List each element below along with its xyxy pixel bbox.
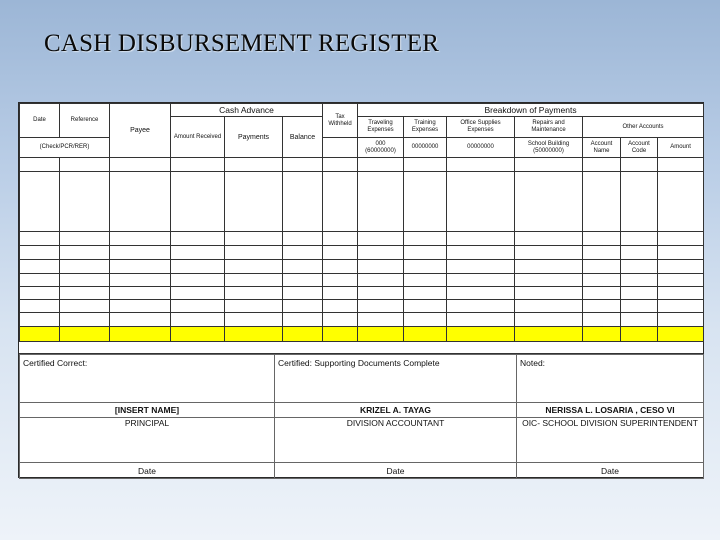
breakdown-header: Breakdown of Payments xyxy=(358,104,704,117)
table-cell xyxy=(404,287,447,300)
table-cell xyxy=(515,274,583,287)
table-cell xyxy=(404,274,447,287)
table-cell xyxy=(283,232,323,246)
table-cell xyxy=(60,300,110,313)
table-row xyxy=(20,246,704,260)
signatory-date-principal: Date xyxy=(20,463,275,479)
table-cell xyxy=(358,246,404,260)
table-cell xyxy=(447,246,515,260)
table-cell xyxy=(447,260,515,274)
table-cell xyxy=(447,313,515,327)
table-row xyxy=(20,274,704,287)
table-cell xyxy=(283,313,323,327)
table-cell xyxy=(583,246,621,260)
table-row xyxy=(20,232,704,246)
table-cell xyxy=(110,287,171,300)
table-cell xyxy=(283,287,323,300)
highlighted-total-row xyxy=(20,327,704,342)
signatory-name-accountant: KRIZEL A. TAYAG xyxy=(275,403,517,418)
table-cell xyxy=(621,327,658,342)
other-accounts-header: Other Accounts xyxy=(583,117,704,138)
traveling-code-line1: 000 xyxy=(375,140,386,147)
table-cell xyxy=(358,274,404,287)
table-row xyxy=(20,300,704,313)
table-cell xyxy=(323,172,358,232)
table-cell xyxy=(658,300,704,313)
table-cell xyxy=(658,172,704,232)
account-code-header: Account Code xyxy=(621,138,658,158)
table-cell xyxy=(225,246,283,260)
training-code: 00000000 xyxy=(404,138,447,158)
register-table xyxy=(19,103,704,342)
col-amount-received-header: Amount Received xyxy=(171,117,225,158)
account-name-header: Account Name xyxy=(583,138,621,158)
signatory-date-accountant: Date xyxy=(275,463,517,479)
table-cell xyxy=(404,313,447,327)
table-cell xyxy=(171,232,225,246)
table-cell xyxy=(283,300,323,313)
table-cell xyxy=(225,327,283,342)
table-cell xyxy=(658,232,704,246)
table-cell xyxy=(110,246,171,260)
table-cell xyxy=(447,327,515,342)
table-cell xyxy=(515,260,583,274)
table-cell xyxy=(20,287,60,300)
table-cell xyxy=(171,260,225,274)
table-cell xyxy=(110,313,171,327)
table-cell xyxy=(583,287,621,300)
table-cell xyxy=(60,158,110,172)
table-cell xyxy=(404,260,447,274)
table-cell xyxy=(583,172,621,232)
table-cell xyxy=(658,327,704,342)
table-cell xyxy=(658,287,704,300)
signatories-table xyxy=(19,354,704,479)
table-cell xyxy=(60,327,110,342)
reference-sub-header: (Check/PCR/RER) xyxy=(20,138,110,158)
table-cell xyxy=(323,260,358,274)
table-cell xyxy=(447,172,515,232)
table-cell xyxy=(60,232,110,246)
table-row xyxy=(20,158,704,172)
table-cell xyxy=(60,274,110,287)
table-cell xyxy=(60,172,110,232)
table-row xyxy=(20,313,704,327)
table-cell xyxy=(621,287,658,300)
table-cell xyxy=(447,300,515,313)
table-cell xyxy=(60,287,110,300)
certified-correct-label: Certified Correct: xyxy=(20,355,275,403)
table-cell xyxy=(404,246,447,260)
table-cell xyxy=(583,260,621,274)
table-cell xyxy=(171,313,225,327)
table-cell xyxy=(404,232,447,246)
noted-label: Noted: xyxy=(517,355,704,403)
table-cell xyxy=(447,287,515,300)
col-training-header: Training Expenses xyxy=(404,117,447,138)
table-cell xyxy=(110,232,171,246)
signatories-section xyxy=(19,353,703,479)
table-cell xyxy=(621,260,658,274)
table-cell xyxy=(447,158,515,172)
school-building-label: School Building xyxy=(527,140,570,147)
table-cell xyxy=(404,172,447,232)
table-cell xyxy=(225,260,283,274)
table-cell xyxy=(171,327,225,342)
table-cell xyxy=(20,300,60,313)
table-cell xyxy=(110,327,171,342)
table-cell xyxy=(658,260,704,274)
col-traveling-header: Traveling Expenses xyxy=(358,117,404,138)
col-date-header: Date xyxy=(20,104,60,138)
table-cell xyxy=(110,260,171,274)
table-cell xyxy=(323,327,358,342)
table-cell xyxy=(225,232,283,246)
tax-code-cell xyxy=(323,138,358,158)
table-cell xyxy=(225,300,283,313)
table-cell xyxy=(404,327,447,342)
col-office-header: Office Supplies Expenses xyxy=(447,117,515,138)
table-cell xyxy=(358,260,404,274)
table-cell xyxy=(171,287,225,300)
certified-supporting-label: Certified: Supporting Documents Complete xyxy=(275,355,517,403)
table-cell xyxy=(225,313,283,327)
table-cell xyxy=(358,172,404,232)
table-cell xyxy=(110,158,171,172)
table-cell xyxy=(283,246,323,260)
table-row xyxy=(20,260,704,274)
table-cell xyxy=(621,232,658,246)
table-cell xyxy=(658,158,704,172)
table-cell xyxy=(583,327,621,342)
table-cell xyxy=(621,300,658,313)
table-cell xyxy=(110,172,171,232)
table-cell xyxy=(515,232,583,246)
table-cell xyxy=(171,300,225,313)
table-cell xyxy=(283,158,323,172)
traveling-code-line2: (60000000) xyxy=(365,147,396,154)
signatory-position-accountant: DIVISION ACCOUNTANT xyxy=(275,418,517,463)
table-cell xyxy=(583,232,621,246)
table-cell xyxy=(358,313,404,327)
table-cell xyxy=(515,287,583,300)
table-cell xyxy=(110,300,171,313)
table-cell xyxy=(20,232,60,246)
table-row xyxy=(20,172,704,232)
table-cell xyxy=(171,158,225,172)
table-cell xyxy=(20,313,60,327)
table-cell xyxy=(323,246,358,260)
table-cell xyxy=(225,172,283,232)
traveling-code xyxy=(358,138,404,158)
table-cell xyxy=(515,158,583,172)
cash-advance-header: Cash Advance xyxy=(171,104,323,117)
table-cell xyxy=(20,327,60,342)
table-cell xyxy=(358,158,404,172)
table-cell xyxy=(358,300,404,313)
table-cell xyxy=(358,232,404,246)
table-cell xyxy=(404,300,447,313)
table-cell xyxy=(358,327,404,342)
table-cell xyxy=(515,327,583,342)
amount-header: Amount xyxy=(658,138,704,158)
register-form xyxy=(18,102,704,478)
table-cell xyxy=(447,232,515,246)
table-cell xyxy=(60,246,110,260)
table-cell xyxy=(283,274,323,287)
table-cell xyxy=(583,300,621,313)
table-cell xyxy=(60,260,110,274)
table-cell xyxy=(20,246,60,260)
table-cell xyxy=(583,313,621,327)
table-cell xyxy=(515,300,583,313)
table-cell xyxy=(658,246,704,260)
table-cell xyxy=(621,172,658,232)
table-cell xyxy=(621,274,658,287)
col-balance-header: Balance xyxy=(283,117,323,158)
table-cell xyxy=(323,232,358,246)
table-cell xyxy=(658,274,704,287)
table-cell xyxy=(171,246,225,260)
table-cell xyxy=(621,158,658,172)
col-reference-header: Reference xyxy=(60,104,110,138)
table-cell xyxy=(515,246,583,260)
table-cell xyxy=(20,274,60,287)
table-cell xyxy=(171,274,225,287)
table-cell xyxy=(323,158,358,172)
table-cell xyxy=(658,313,704,327)
table-cell xyxy=(20,260,60,274)
school-building-code: (50000000) xyxy=(533,147,564,154)
table-cell xyxy=(110,274,171,287)
school-building-header xyxy=(515,138,583,158)
table-cell xyxy=(60,313,110,327)
table-cell xyxy=(583,274,621,287)
table-row xyxy=(20,287,704,300)
table-cell xyxy=(621,246,658,260)
header-row-1 xyxy=(20,104,704,117)
table-cell xyxy=(621,313,658,327)
table-cell xyxy=(20,172,60,232)
table-cell xyxy=(404,158,447,172)
table-cell xyxy=(323,274,358,287)
table-cell xyxy=(323,287,358,300)
table-cell xyxy=(20,158,60,172)
page-title: CASH DISBURSEMENT REGISTER xyxy=(44,30,440,57)
signatory-date-superintendent: Date xyxy=(517,463,704,479)
col-payments-header: Payments xyxy=(225,117,283,158)
table-cell xyxy=(515,313,583,327)
table-cell xyxy=(283,260,323,274)
table-cell xyxy=(323,300,358,313)
table-cell xyxy=(225,287,283,300)
col-payee-header: Payee xyxy=(110,104,171,158)
signatory-name-superintendent: NERISSA L. LOSARIA , CESO VI xyxy=(517,403,704,418)
table-cell xyxy=(225,274,283,287)
table-cell xyxy=(283,327,323,342)
col-repairs-header: Repairs and Maintenance xyxy=(515,117,583,138)
table-cell xyxy=(323,313,358,327)
table-cell xyxy=(283,172,323,232)
table-cell xyxy=(225,158,283,172)
office-code: 00000000 xyxy=(447,138,515,158)
signatory-position-superintendent: OIC- SCHOOL DIVISION SUPERINTENDENT xyxy=(517,418,704,463)
table-cell xyxy=(515,172,583,232)
table-cell xyxy=(171,172,225,232)
table-cell xyxy=(583,158,621,172)
signatory-position-principal: PRINCIPAL xyxy=(20,418,275,463)
signatory-name-principal: [INSERT NAME] xyxy=(20,403,275,418)
table-cell xyxy=(447,274,515,287)
col-tax-withheld-header: Tax Withheld xyxy=(323,104,358,138)
table-cell xyxy=(358,287,404,300)
